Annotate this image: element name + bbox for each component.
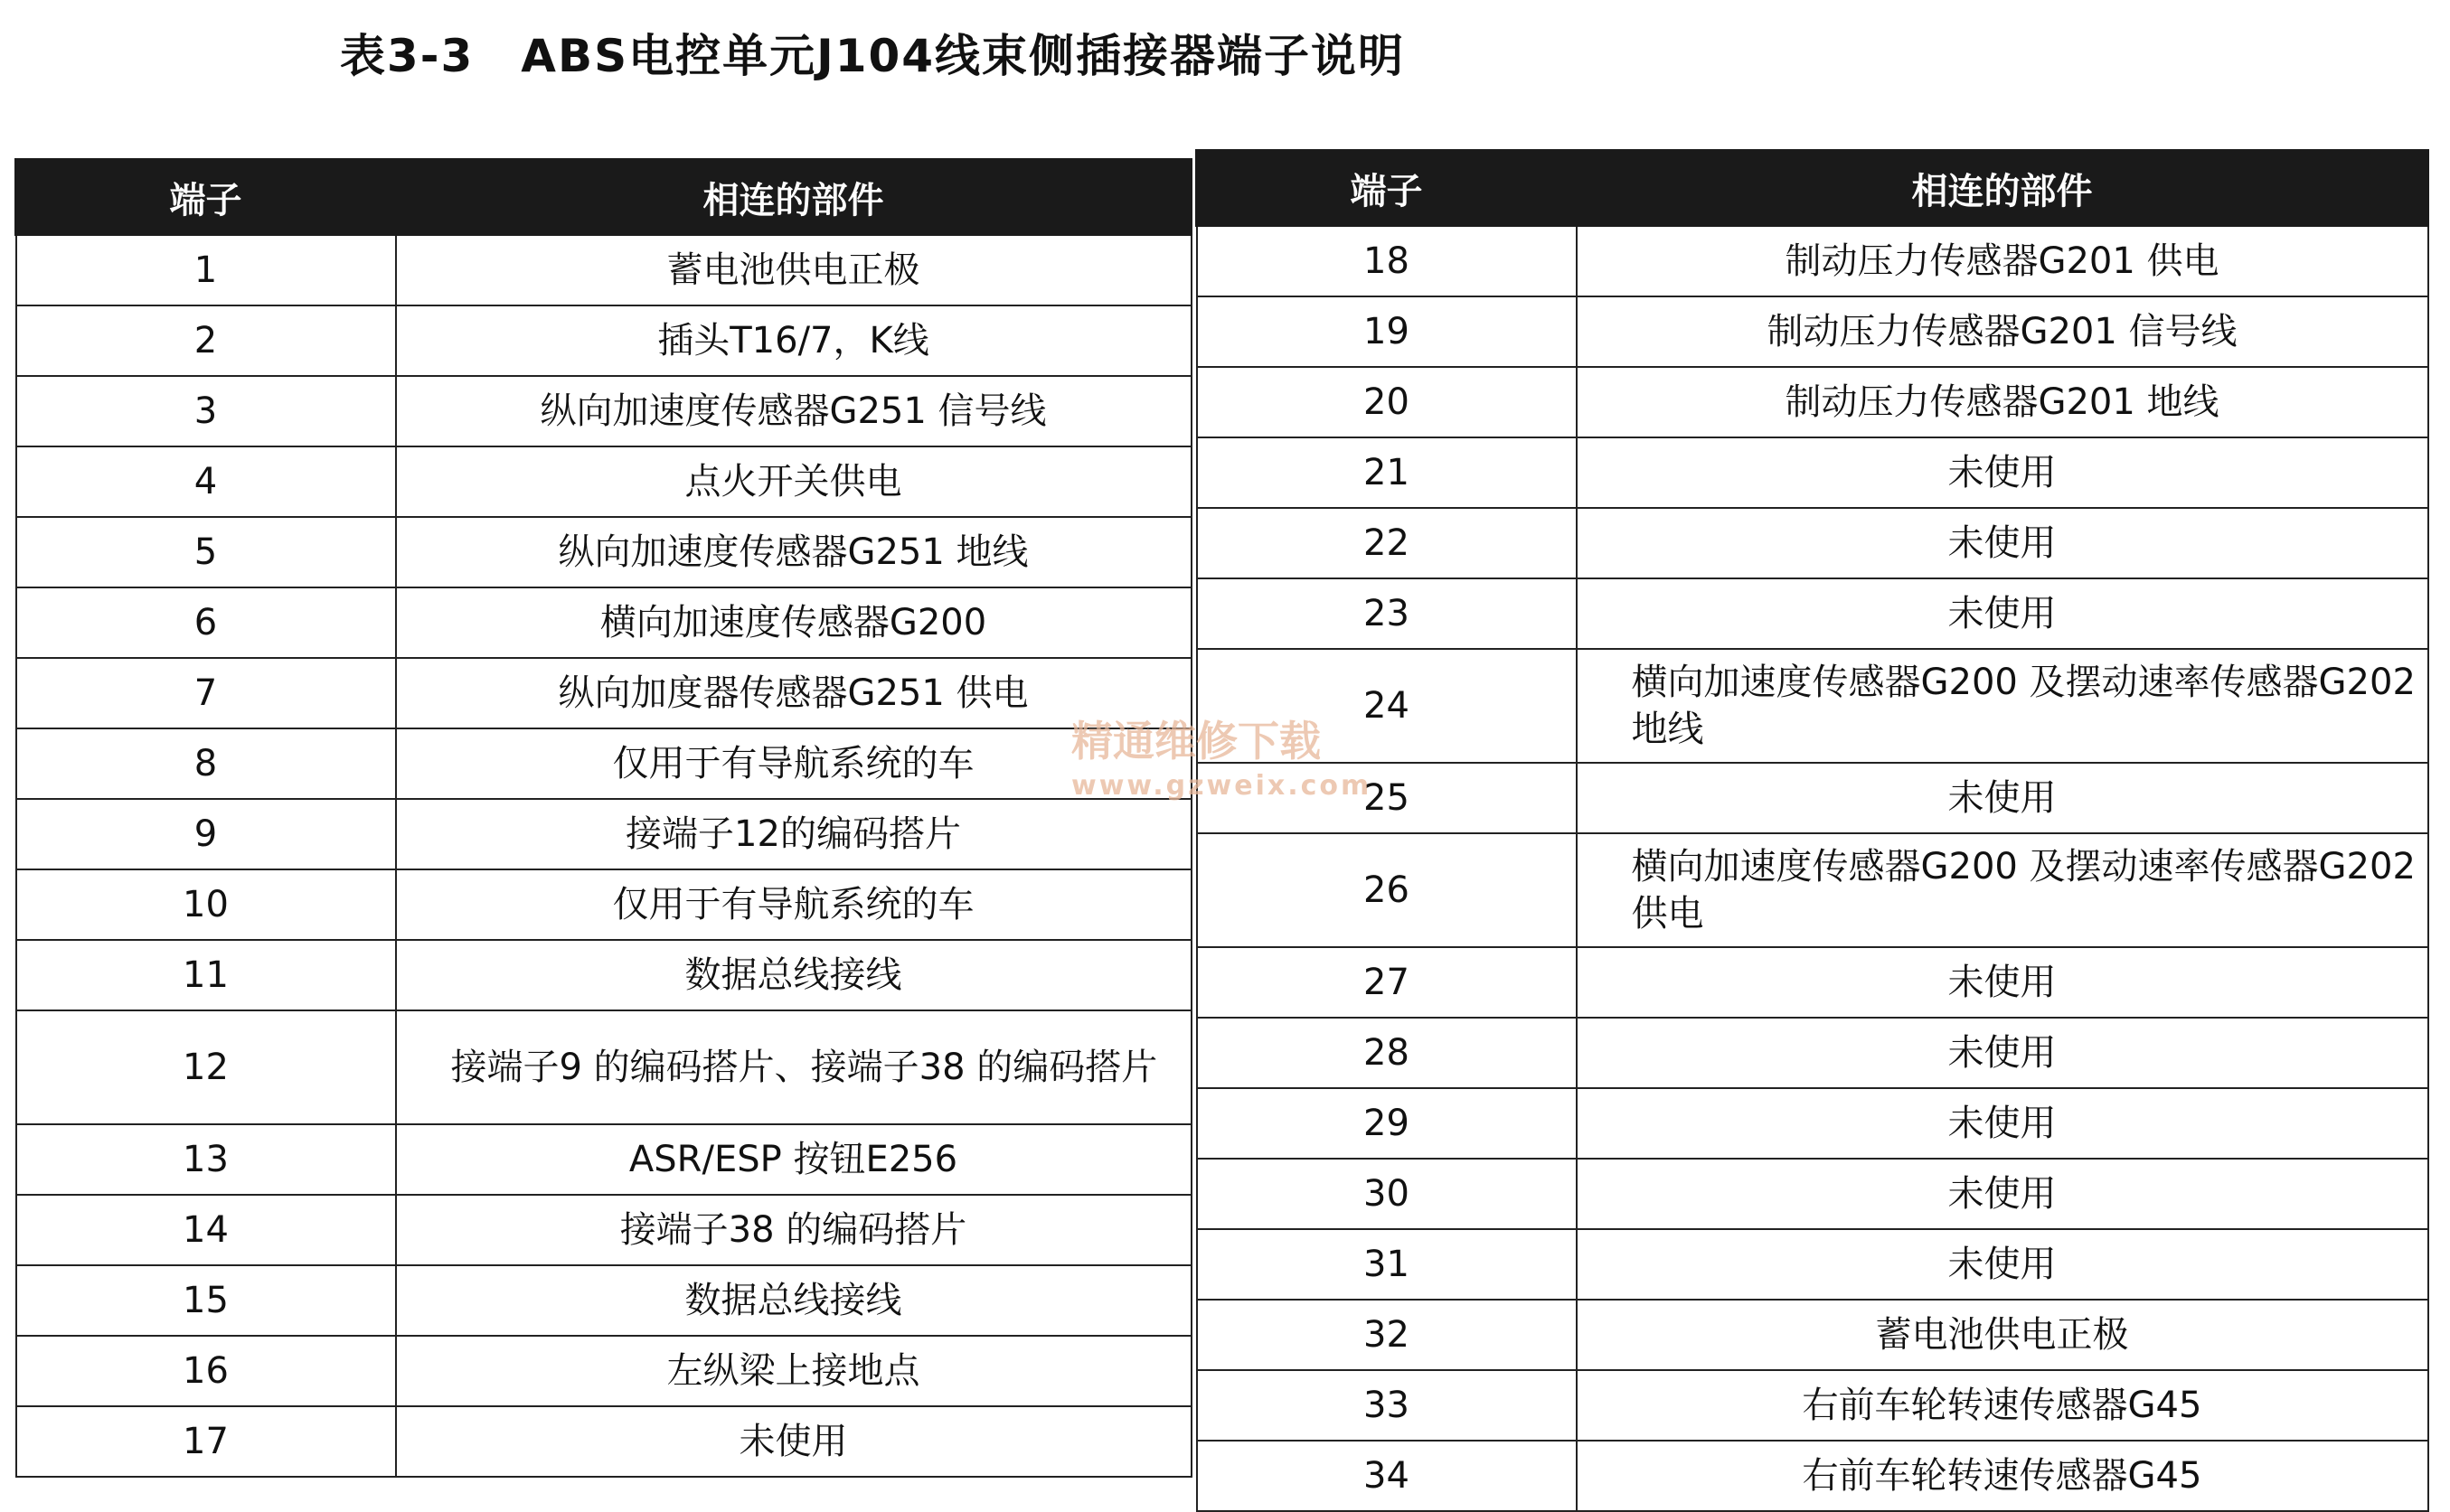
terminal-number: 28 [1197, 1018, 1577, 1088]
table-row [16, 658, 1192, 728]
component-description: ASR/ESP 按钮E256 [396, 1124, 1192, 1195]
table-row [1197, 437, 2428, 508]
terminal-number: 25 [1197, 763, 1577, 833]
component-description: 未使用 [1577, 1018, 2428, 1088]
table-row [1197, 1370, 2428, 1441]
component-description: 横向加速度传感器G200 及摆动速率传感器G202 供电 [1577, 833, 2428, 947]
component-header: 相连的部件 [1577, 151, 2428, 226]
table-row [1197, 649, 2428, 763]
component-description: 未使用 [1577, 947, 2428, 1018]
component-description: 右前车轮转速传感器G45 [1577, 1370, 2428, 1441]
table-row [1197, 367, 2428, 437]
terminal-number: 2 [16, 305, 396, 376]
component-description: 纵向加速度传感器G251 信号线 [396, 376, 1192, 446]
terminal-number: 8 [16, 728, 396, 799]
terminal-header: 端子 [16, 160, 396, 235]
component-description: 未使用 [1577, 1159, 2428, 1229]
header-row [16, 160, 1192, 235]
component-header: 相连的部件 [396, 160, 1192, 235]
component-description: 接端子12的编码搭片 [396, 799, 1192, 869]
terminal-number: 3 [16, 376, 396, 446]
watermark-main: 精通维修下载 [1071, 717, 1321, 765]
table-row [16, 1336, 1192, 1406]
terminal-number: 7 [16, 658, 396, 728]
component-description: 点火开关供电 [396, 446, 1192, 517]
component-description: 未使用 [1577, 1088, 2428, 1159]
table-row [16, 1124, 1192, 1195]
component-description: 数据总线接线 [396, 940, 1192, 1010]
component-description: 纵向加度器传感器G251 供电 [396, 658, 1192, 728]
component-description: 制动压力传感器G201 供电 [1577, 226, 2428, 297]
terminal-number: 14 [16, 1195, 396, 1265]
table-row [16, 587, 1192, 658]
component-description: 制动压力传感器G201 地线 [1577, 367, 2428, 437]
component-description: 插头T16/7，K线 [396, 305, 1192, 376]
table-row [16, 376, 1192, 446]
component-description: 未使用 [1577, 763, 2428, 833]
table-row [1197, 1441, 2428, 1511]
table-row [1197, 296, 2428, 367]
terminal-number: 13 [16, 1124, 396, 1195]
terminal-number: 1 [16, 235, 396, 306]
table-row [1197, 508, 2428, 578]
terminal-number: 26 [1197, 833, 1577, 947]
table-row [16, 1195, 1192, 1265]
terminal-number: 5 [16, 517, 396, 587]
terminal-number: 9 [16, 799, 396, 869]
table-title: 表3-3 ABS电控单元J104线束侧插接器端子说明 [339, 30, 1406, 82]
terminal-number: 29 [1197, 1088, 1577, 1159]
table-row [16, 305, 1192, 376]
component-description: 数据总线接线 [396, 1265, 1192, 1336]
table-row [1197, 833, 2428, 947]
terminal-header: 端子 [1197, 151, 1577, 226]
table-row [16, 1010, 1192, 1124]
component-description: 横向加速度传感器G200 [396, 587, 1192, 658]
component-description: 仅用于有导航系统的车 [396, 728, 1192, 799]
component-description: 未使用 [1577, 1229, 2428, 1300]
table-row [1197, 1159, 2428, 1229]
terminal-number: 16 [16, 1336, 396, 1406]
table-row [1197, 1300, 2428, 1370]
terminal-number: 12 [16, 1010, 396, 1124]
table-row [1197, 1088, 2428, 1159]
terminal-number: 31 [1197, 1229, 1577, 1300]
component-description: 未使用 [1577, 437, 2428, 508]
table-row [1197, 226, 2428, 297]
table-row [16, 728, 1192, 799]
table-row [1197, 763, 2428, 833]
terminal-number: 27 [1197, 947, 1577, 1018]
table-row [16, 799, 1192, 869]
terminal-number: 10 [16, 869, 396, 940]
terminal-number: 20 [1197, 367, 1577, 437]
component-description: 未使用 [396, 1406, 1192, 1477]
terminal-number: 15 [16, 1265, 396, 1336]
terminal-number: 24 [1197, 649, 1577, 763]
table-row [16, 869, 1192, 940]
table-row [1197, 1018, 2428, 1088]
terminal-number: 11 [16, 940, 396, 1010]
terminal-number: 4 [16, 446, 396, 517]
table-row [16, 1406, 1192, 1477]
table-row [1197, 1229, 2428, 1300]
watermark-url: www.gzweix.com [1071, 770, 1372, 802]
terminal-number: 6 [16, 587, 396, 658]
component-description: 左纵梁上接地点 [396, 1336, 1192, 1406]
component-description: 横向加速度传感器G200 及摆动速率传感器G202 地线 [1577, 649, 2428, 763]
component-description: 未使用 [1577, 508, 2428, 578]
component-description: 接端子38 的编码搭片 [396, 1195, 1192, 1265]
table-row [16, 517, 1192, 587]
terminal-number: 19 [1197, 296, 1577, 367]
table-row [16, 1265, 1192, 1336]
table-row [16, 940, 1192, 1010]
component-description: 未使用 [1577, 578, 2428, 649]
terminal-number: 32 [1197, 1300, 1577, 1370]
right-terminal-table [1195, 149, 2429, 1512]
terminal-number: 33 [1197, 1370, 1577, 1441]
table-row [1197, 578, 2428, 649]
left-terminal-table [14, 158, 1192, 1478]
terminal-number: 34 [1197, 1441, 1577, 1511]
header-row [1197, 151, 2428, 226]
table-row [1197, 947, 2428, 1018]
table-row [16, 446, 1192, 517]
component-description: 制动压力传感器G201 信号线 [1577, 296, 2428, 367]
terminal-number: 22 [1197, 508, 1577, 578]
terminal-number: 30 [1197, 1159, 1577, 1229]
terminal-number: 23 [1197, 578, 1577, 649]
component-description: 纵向加速度传感器G251 地线 [396, 517, 1192, 587]
terminal-number: 17 [16, 1406, 396, 1477]
component-description: 蓄电池供电正极 [1577, 1300, 2428, 1370]
component-description: 蓄电池供电正极 [396, 235, 1192, 306]
component-description: 右前车轮转速传感器G45 [1577, 1441, 2428, 1511]
component-description: 接端子9 的编码搭片、接端子38 的编码搭片 [396, 1010, 1192, 1124]
component-description: 仅用于有导航系统的车 [396, 869, 1192, 940]
terminal-number: 18 [1197, 226, 1577, 297]
terminal-number: 21 [1197, 437, 1577, 508]
table-row [16, 235, 1192, 306]
